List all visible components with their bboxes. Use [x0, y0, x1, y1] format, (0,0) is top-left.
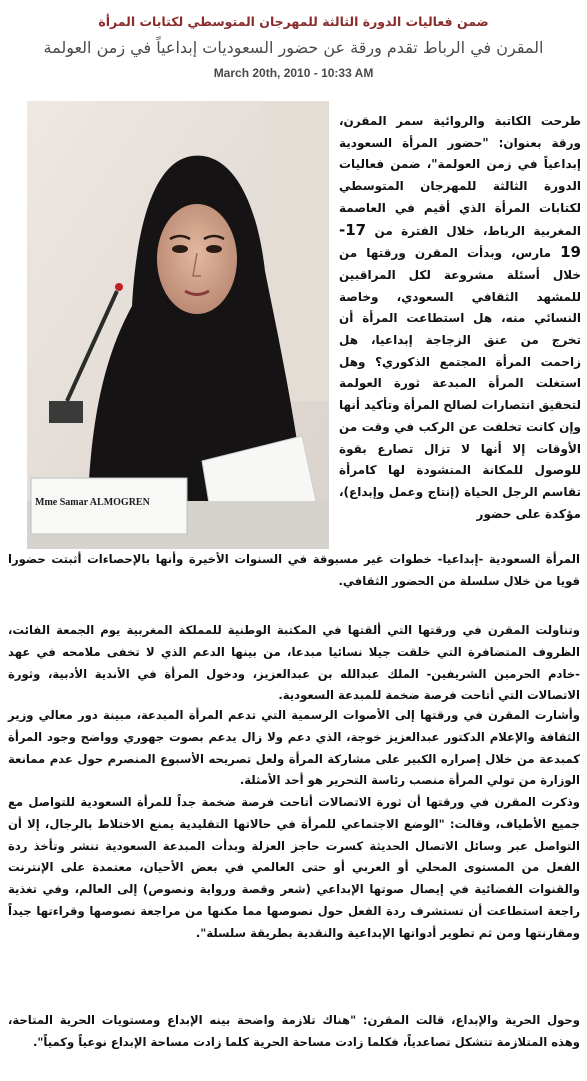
intro-paragraph	[339, 111, 581, 525]
paragraph-3: وأشارت المقرن في ورقتها إلى الأصوات الرسمية التي تدعم المرأة المبدعة، مبينة دور معالي وزير الثقافة والإعلام الدكتور عبدالعزيز خوجة، الذي دعم ولا زال يدعم بصوت جهوري وواضح وجود المرأة كمبدعة من خلال إصراره الكبير على مشاركة المرأة ولعل تصريحه الأسبوع المنصرم حول عدم ممانعة الوزارة من تولي المرأة منصب رئاسة التحرير هو أحد الأمثلة.	[8, 708, 580, 788]
paragraph-2: وتناولت المقرن في ورقتها التي ألقتها في المكتبة الوطنية للمملكة المغربية يوم الجمعة الفائت، الظروف المتضافرة التي خلقت جيلا نسائيا مبدعا، من بينها الدعم الذي لا تخفى ملامحه في عهد -خادم الحرمين الشريفين- الملك عبدالله بن عبدالعزيز، ودخول المرأة في الأندية الأدبية، وثورة الاتصالات التي أتاحت فرصة ضخمة للمبدعة السعودية.	[8, 623, 580, 703]
paragraph-4: وذكرت المقرن في ورقتها أن ثورة الاتصالات أتاحت فرصة ضخمة جداً للمرأة السعودية للتواصل مع جميع الأطياف، وقالت: "الوضع الاجتماعي للمرأة في حالاتها التقليدية يمنع الاختلاط بالرجال، إلا أن التواصل عبر وسائل الاتصال الحديثة كسرت حاجز العزلة وبدأت المبدعة السعودية تنشر وتأخذ ردة الفعل من المستوى المحلي أو العربي أو حتى العالمي في بعض الأحيان، معتمدة على الإنترنت والقنوات الفضائية في إيصال صوتها الإبداعي (شعر وقصة ورواية ونصوص) إلى العالم، وفي تغذية راجعة استطاعت أن تستشرف ردة الفعل حول نصوصها مما مكنها من مراجعة نصوصها وقراءتها جيداً ومقارنتها ومن ثم تطوير أدواتها الإبداعية والنقدية بطريقة سلسلة".	[8, 795, 580, 940]
article-photo	[27, 101, 329, 549]
intro-continued-paragraph: المرأة السعودية -إبداعيا- خطوات غير مسبوقة في السنوات الأخيرة وأنها بالإحصاءات أثبتت حضورا قويا من خلال سلسلة من الحضور الثقافي.	[8, 552, 580, 588]
article-dateline: March 20th, 2010 - 10:33 AM	[213, 66, 374, 80]
intro-dates: 17- 19	[339, 220, 581, 262]
article-supertitle: ضمن فعاليات الدورة الثالثة للمهرجان المتوسطي لكتابات المرأة	[98, 14, 489, 29]
intro-text-part2: مارس، وبدأت المقرن ورقتها من خلال أسئلة مشروعة لكل المراقبين للمشهد الثقافي السعودي، وخاصة النسائي منه، هل استطاعت المرأة أن تخرج من عنق الزجاجة إبداعيا، هل زاحمت المرأة المجتمع الذكوري؟ وهل استغلت المرأة المبدعة ثورة العولمة لتحقيق انتصارات لصالح المرأة وتأكيد أنها وإن كانت تخلفت عن الركب في وقت من الأوقات إلا أنها لا تزال تصارع بقوة للوصول للمكانة المنشودة لها كامرأة تقاسم الرجل الحياة (إنتاج وعمل وإبداع)، مؤكدة على حضور	[339, 246, 581, 521]
intro-text-part1: طرحت الكاتبة والروائية سمر المقرن، ورقة بعنوان: "حضور المرأة السعودية إبداعياً في زمن العولمة"، ضمن فعاليات الدورة الثالثة للمهرجان المتوسطي لكتابات المرأة الذي أقيم في العاصمة المغربية الرباط، خلال الفترة من	[339, 114, 581, 238]
nameplate-label: Mme Samar ALMOGREN	[35, 497, 150, 508]
speaker-photo-illustration	[27, 101, 329, 549]
paragraph-5: وحول الحرية والإبداع، قالت المقرن: "هناك تلازمة واضحة بينه الإبداع ومستويات الحرية المتاحة، وهذه المتلازمة تتشكل تصاعدياً، فكلما زادت مساحة الحرية كلما زادت مساحة الإبداع نوعياً وكمياً".	[8, 1013, 580, 1049]
article-headline: المقرن في الرباط تقدم ورقة عن حضور السعوديات إبداعياً في زمن العولمة	[43, 38, 544, 57]
